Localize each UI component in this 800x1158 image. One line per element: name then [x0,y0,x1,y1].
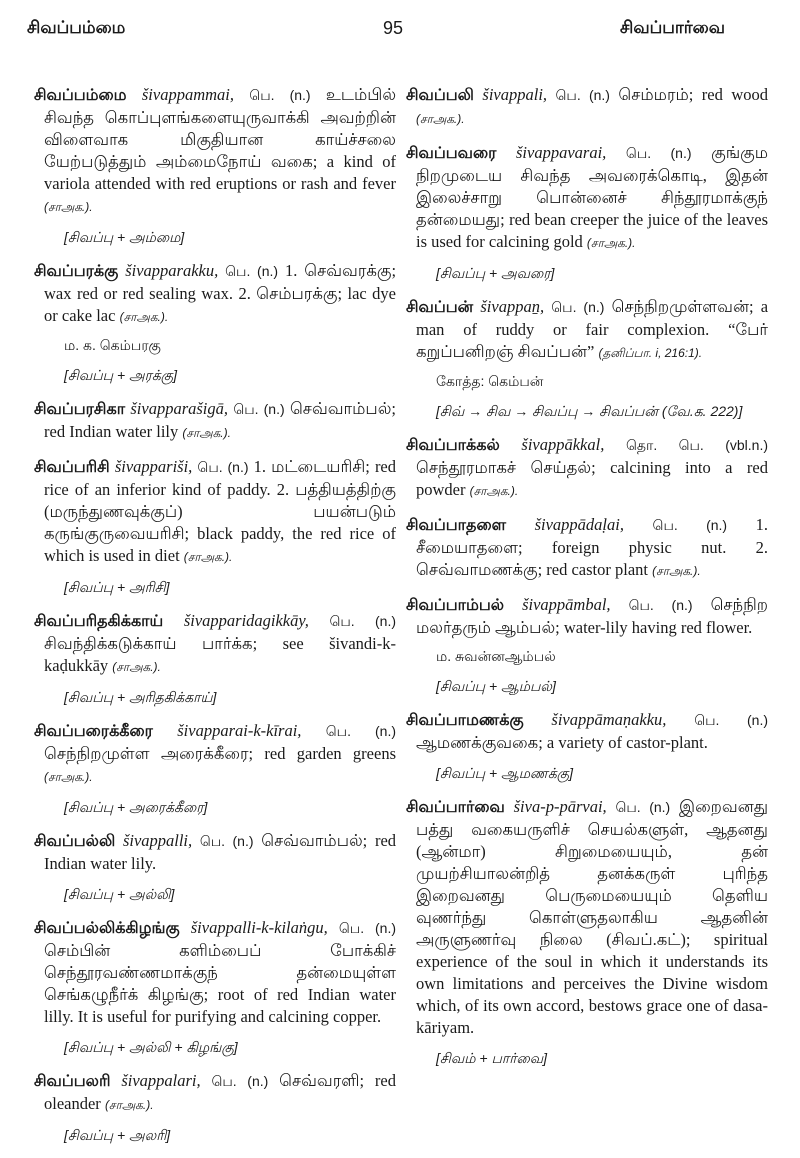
source-citation: (சாஅக.). [182,426,231,440]
cognate-note: ம. சுவன்னஆம்பல் [436,648,556,664]
definition: செம்பின் களிம்பைப் போக்கிச் செந்தூரவண்ணமாக்குந் தன்மையுள்ள செங்கழுநீர்க் கிழங்கு; root of red Indian water lilly. It is useful for purifying and calcining copper. [44,941,396,1026]
headword: சிவப்பாதளை [406,517,507,534]
headword: சிவப்பல்லி [34,833,116,850]
transliteration: šivappammai, [141,85,234,104]
dictionary-entry [34,917,396,1058]
transliteration: šivappāmbal, [522,595,611,614]
entry-body [406,142,769,254]
headword: சிவப்பல்லிக்கிழங்கு [34,920,180,937]
etymology: [சிவப்பு + அரைக்கீரை] [64,799,208,815]
transliteration: šivappariši, [114,457,193,476]
entry-body [406,514,769,582]
definition: செவ்வாம்பல்; red Indian water lily. [44,831,397,873]
definition: இறைவனது பத்து வகையருளிச் செயல்களுள், ஆதனது (ஆன்மா) சிறுமையையும், தன் முயற்சியாலன்றித் தனக்கருள் புரிந்த இறைவனது பெருமையையும் தெளிய வுணர்ந்து கொள்ளுதலாகிய ஆதனின் அருளுணர்வு நிலை (சிவப்.கட்); spiritual experience of the soul in which it understands its own limitations and perceives the Divine wisdom which, of its own accord, bestows grace one of dasa-kāriyam. [416,797,769,1037]
headword: சிவப்பார்வை [406,799,505,816]
headword: சிவப்பரைக்கீரை [34,723,153,740]
grammar-label: பெ. (n.) [325,723,397,739]
headword: சிவப்பன் [406,299,474,316]
definition: ஆமணக்குவகை; a variety of castor-plant. [416,733,708,752]
transliteration: šivappāmaṇakku, [551,710,667,729]
entry-body [406,594,769,639]
dictionary-entry [34,398,396,444]
headword: சிவப்பரக்கு [34,263,119,280]
etymology: [சிவப்பு + அரக்கு] [64,367,178,383]
source-citation: (சாஅக.). [469,484,519,498]
definition: 1. மட்டையரிசி; red rice of an inferior kind of paddy. 2. பத்தியத்திற்கு (மருந்துணவுக்குப்) பயன்படும் கருங்குருவையரிசி; black paddy, the red rice of which is used in diet [44,457,397,565]
left-column [34,84,397,1158]
definition: 1. சீமையாதளை; foreign physic nut. 2. செவ்வாமணக்கு; red castor plant [416,515,769,579]
transliteration: šivapparašigā, [130,399,229,418]
entry-body [406,796,769,1039]
etymology: [சிவப்பு + அலரி] [64,1127,171,1143]
headword: சிவப்பரிதகிக்காய் [34,613,164,630]
etymology: [சிவப்பு + அல்லி] [64,886,175,902]
dictionary-entry [34,720,397,818]
grammar-label: பெ. (n.) [329,613,397,629]
transliteration: šivappākkal, [521,435,605,454]
etymology: [சிவப்பு + அவரை] [436,265,555,281]
grammar-label: பெ. (n.) [338,920,396,936]
left-guide-word: சிவப்பம்மை [27,18,126,37]
entry-body [406,84,769,130]
transliteration: šivappalli-k-kilaṅgu, [190,918,328,937]
right-guide-word: சிவப்பார்வை [620,18,726,37]
dictionary-entry [406,514,769,582]
grammar-label: பெ. (n.) [652,517,728,533]
transliteration: šivappalari, [121,1071,201,1090]
grammar-label: பெ. (n.) [211,1073,269,1089]
transliteration: šivappalli, [122,831,193,850]
headword: சிவப்பாமணக்கு [406,712,524,729]
etymology: [சிவப்பு + அரிசி] [64,579,170,595]
source-citation: (சாஅக.). [112,660,161,674]
entry-body [34,456,397,568]
grammar-label: பெ. (n.) [694,712,768,728]
entry-body [406,296,769,364]
source-citation: (தனிப்பா. i, 216:1). [598,346,703,360]
source-citation: (சாஅக.). [104,1098,154,1112]
transliteration: šivappaṉ, [480,297,545,316]
grammar-label: பெ. (n.) [555,87,610,103]
grammar-label: பெ. (n.) [225,263,279,279]
definition: செந்தூரமாகச் செய்தல்; calcining into a red powder [416,458,768,499]
etymology: [சிவ் → சிவ → சிவப்பு → சிவப்பன் (வே.க. 222)] [436,403,743,419]
definition: செம்மரம்; red wood [618,85,769,104]
source-citation: (சாஅக.). [652,564,701,578]
dictionary-entry [406,142,769,284]
headword: சிவப்பாக்கல் [406,437,500,454]
transliteration: šivappavarai, [516,143,607,162]
entry-body [34,830,397,875]
source-citation: (சாஅக.). [416,112,465,126]
etymology: [சிவப்பு + ஆமணக்கு] [436,765,574,781]
cognate-note: ம. க. கெம்பரகு [64,337,161,353]
grammar-label: தொ. பெ. (vbl.n.) [625,437,768,453]
grammar-label: பெ. (n.) [628,597,693,613]
page-header [0,12,800,42]
headword: சிவப்பம்மை [34,87,127,104]
transliteration: šivapparakku, [125,261,219,280]
headword: சிவப்பலி [406,87,474,104]
definition: சிவந்திக்கடுக்காய் பார்க்க; see šivandi-k-kaḍukkāy [44,634,396,675]
headword: சிவப்பாம்பல் [406,597,505,614]
dictionary-entry [406,434,768,502]
transliteration: šivappādaḷai, [534,515,624,534]
entry-body [34,260,397,328]
page-number: 95 [383,18,404,38]
entry-body [34,398,396,444]
entry-body [34,720,397,788]
grammar-label: பெ. (n.) [233,401,285,417]
source-citation: (சாஅக.). [119,310,169,324]
etymology: [சிவம் + பார்வை] [436,1050,548,1066]
headword: சிவப்பவரை [406,145,497,162]
headword: சிவப்பரசிகா [34,401,126,418]
entry-body [34,1070,396,1116]
definition: செந்நிற மலர்தரும் ஆம்பல்; water-lily having red flower. [416,595,769,637]
dictionary-entry [34,84,397,248]
definition: 1. செவ்வரக்கு; wax red or red sealing wax. 2. செம்பரக்கு; lac dye or cake lac [44,261,397,325]
dictionary-entry [34,830,397,905]
etymology: [சிவப்பு + அல்லி + கிழங்கு] [64,1039,238,1055]
definition: செவ்வரளி; red oleander [44,1071,396,1113]
entry-body [34,610,397,678]
entry-body [34,917,396,1028]
cognate-note: கோத்த: கெம்பன் [436,373,544,389]
dictionary-entry [406,709,768,784]
etymology: [சிவப்பு + ஆம்பல்] [436,678,556,694]
source-citation: (சாஅக.). [586,236,636,250]
grammar-label: பெ. (n.) [551,299,605,315]
source-citation: (சாஅக.). [44,770,93,784]
definition: செவ்வாம்பல்; red Indian water lily [44,399,396,441]
definition: உடம்பில் சிவந்த கொப்புளங்களையுருவாக்கி அவற்றின் விளைவாக மிகுதியான காய்ச்சலை யேற்படுத்தும் அம்மைநோய் வகை; a kind of variola attended with red eruptions or rash and fever [44,85,397,193]
definition: செந்நிறமுள்ளவன்; a man of ruddy or fair complexion. “பேர் கறுப்பனிறஞ் சிவப்பன்” [416,297,769,361]
headword: சிவப்பரிசி [34,459,110,476]
etymology: [சிவப்பு + அரிதகிக்காய்] [64,689,217,705]
definition: குங்கும நிறமுடைய சிவந்த அவரைக்கொடி, இதன் இலைச்சாறு பொன்னைச் சிந்தூரமாக்குந் தன்மையது; red bean creeper the juice of the leaves is used for calcining gold [416,143,769,251]
dictionary-entry [406,594,769,697]
definition: செந்நிறமுள்ள அரைக்கீரை; red garden greens [44,744,396,763]
etymology: [சிவப்பு + அம்மை] [64,229,185,245]
dictionary-entry [34,1070,396,1146]
entry-body [34,84,397,218]
dictionary-entry [406,296,769,422]
dictionary-entry [34,610,397,708]
grammar-label: பெ. (n.) [625,145,692,161]
transliteration: šivapparai-k-kīrai, [177,721,302,740]
entry-body [406,709,768,754]
transliteration: šiva-p-pārvai, [513,797,607,816]
dictionary-entry [34,260,397,386]
source-citation: (சாஅக.). [44,200,93,214]
right-column [406,84,769,1081]
transliteration: šivappali, [482,85,548,104]
source-citation: (சாஅக.). [183,550,233,564]
dictionary-entry [406,84,769,130]
grammar-label: பெ. (n.) [197,459,249,475]
dictionary-entry [34,456,397,598]
grammar-label: பெ. (n.) [615,799,671,815]
transliteration: šivapparidagikkāy, [183,611,309,630]
grammar-label: பெ. (n.) [199,833,254,849]
dictionary-entry [406,796,769,1069]
grammar-label: பெ. (n.) [249,87,311,103]
entry-body [406,434,768,502]
headword: சிவப்பலரி [34,1073,111,1090]
